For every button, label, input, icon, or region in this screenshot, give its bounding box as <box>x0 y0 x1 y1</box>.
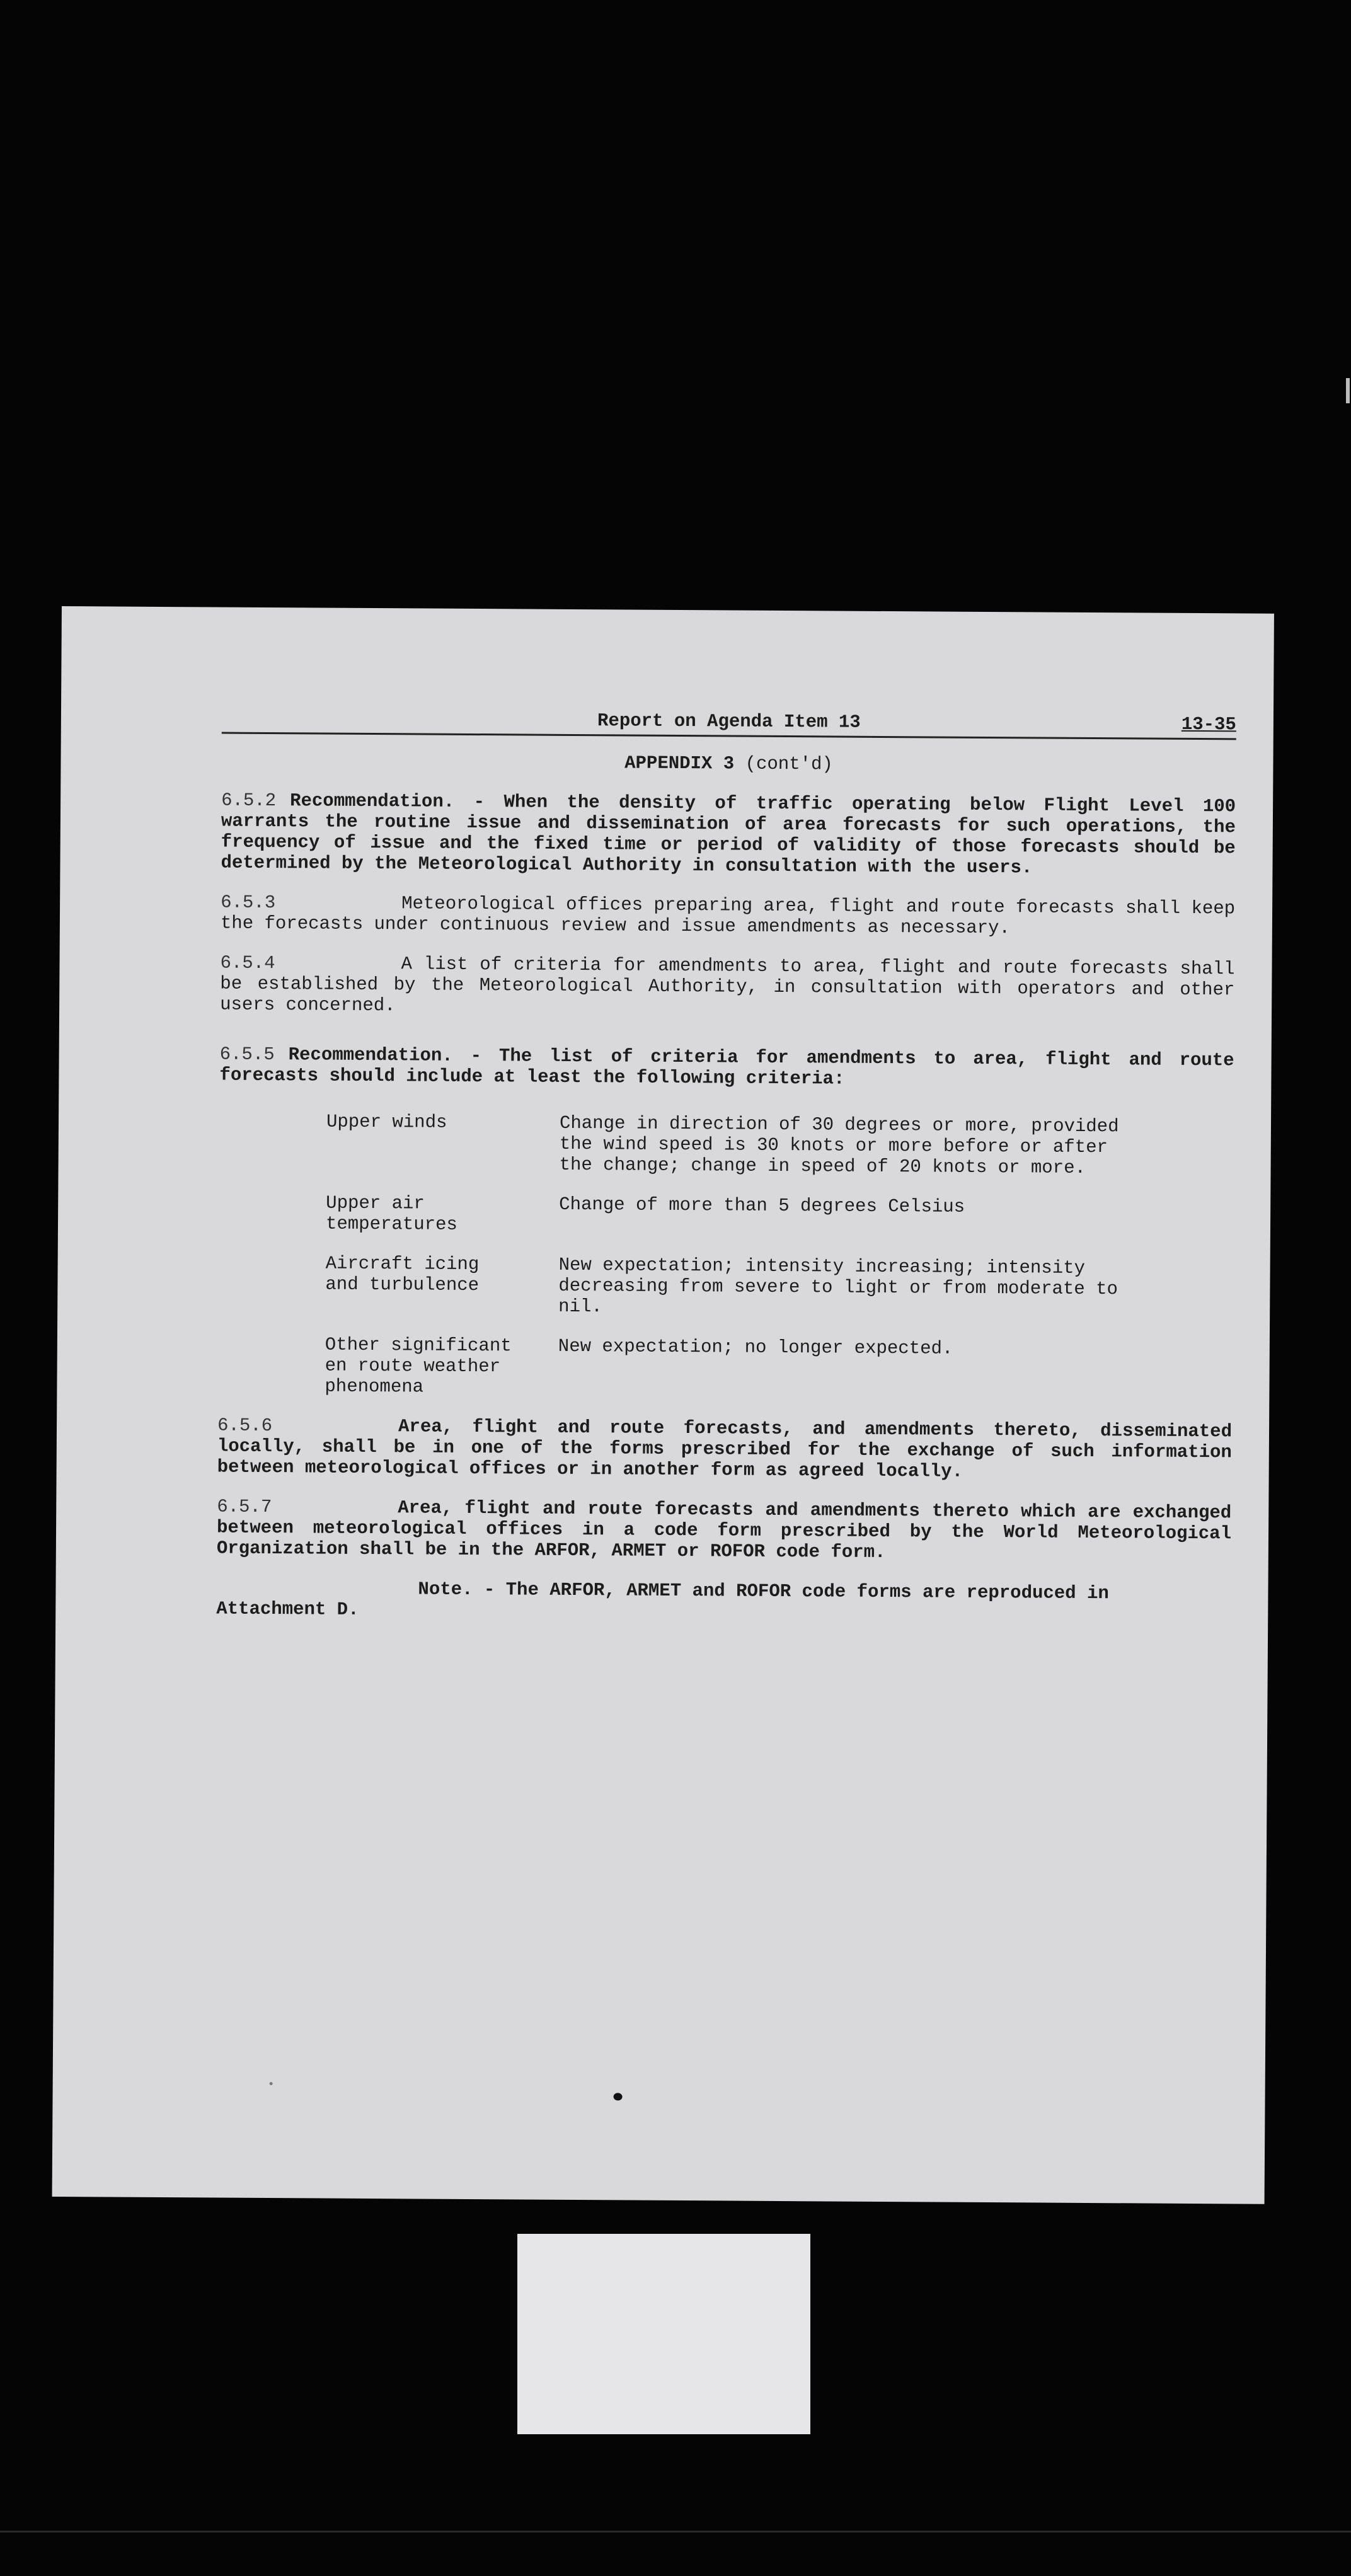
criteria-label: Aircraft icing and turbulence <box>325 1253 480 1296</box>
paragraph-6-5-7 <box>217 1497 1232 1565</box>
paragraph-number: 6.5.4 <box>220 952 275 974</box>
paragraph-number: 6.5.6 <box>217 1415 273 1437</box>
appendix-suffix: (cont'd) <box>745 753 833 775</box>
criteria-description: New expectation; intensity increasing; intensity decreasing from severe to light or from moderate to nil. <box>558 1254 1118 1318</box>
criteria-row <box>325 1335 1119 1402</box>
paragraph-number: 6.5.3 <box>221 892 276 914</box>
header-title: Report on Agenda Item 13 <box>597 710 861 733</box>
film-edge-line <box>0 2531 1351 2533</box>
note <box>216 1578 1231 1626</box>
paragraph-6-5-3 <box>221 892 1235 940</box>
criteria-list <box>325 1112 1120 1402</box>
calibration-card <box>517 2234 810 2434</box>
scan-speck <box>614 2093 623 2100</box>
running-header <box>222 708 1236 740</box>
criteria-description: New expectation; no longer expected. <box>558 1335 953 1359</box>
paragraph-text: Meteorological offices preparing area, flight and route forecasts shall keep the forecasts under continuous review and issue amendments as necessary. <box>220 893 1236 939</box>
criteria-label: Upper winds <box>326 1111 447 1133</box>
paragraph-number: 6.5.5 <box>219 1044 275 1066</box>
header-page-number: 13-35 <box>1181 713 1236 735</box>
paragraph-6-5-2 <box>221 790 1236 880</box>
appendix-label: APPENDIX 3 <box>624 752 735 774</box>
note-text: Note. - The ARFOR, ARMET and ROFOR code forms are reproduced in <box>418 1578 1109 1604</box>
criteria-label: Other significant en route weather phenomena <box>325 1334 512 1398</box>
page-content <box>216 708 1236 1645</box>
paragraph-6-5-5 <box>219 1044 1234 1092</box>
paragraph-number: 6.5.2 <box>221 790 277 812</box>
appendix-title <box>221 750 1236 778</box>
paragraph-number: 6.5.7 <box>217 1496 272 1518</box>
paragraph-text: The list of criteria for amendments to area, flight and route forecasts should include at least the following criteria: <box>219 1045 1234 1090</box>
criteria-row <box>325 1253 1120 1321</box>
criteria-description: Change of more than 5 degrees Celsius <box>559 1193 965 1217</box>
paragraph-6-5-4 <box>220 953 1235 1021</box>
criteria-description: Change in direction of 30 degrees or more, provided the wind speed is 30 knots or more before or after the change; change in speed of 20 knots or more. <box>559 1112 1119 1178</box>
paragraph-text: Area, flight and route forecasts, and amendments thereto, disseminated locally, shall be in one of the forms prescribed for the exchange of such information between meteorological offices or in another form as agreed locally. <box>217 1416 1233 1482</box>
criteria-row <box>326 1193 1120 1239</box>
paragraph-lead: Recommendation. - <box>288 1044 482 1067</box>
film-edge-mark <box>1346 378 1350 403</box>
paragraph-text: When the density of traffic operating below Flight Level 100 warrants the routine issue and dissemination of area forecasts for such operations, the frequency of issue and the fixed time or period of validity of those forecasts should be determined by the Meteorological Authority in consultation with the users. <box>221 791 1236 878</box>
criteria-label: Upper air temperatures <box>325 1192 457 1235</box>
paragraph-lead: Recommendation. - <box>290 790 485 813</box>
scan-speck <box>270 2082 273 2085</box>
criteria-row <box>326 1112 1121 1179</box>
note-continuation: Attachment D. <box>216 1598 359 1620</box>
scanned-page <box>52 606 1274 2204</box>
paragraph-6-5-6 <box>217 1415 1233 1484</box>
paragraph-text: A list of criteria for amendments to area, flight and route forecasts shall be established by the Meteorological Authority, in consultation with operators and other users concerned. <box>220 953 1235 1016</box>
paragraph-text: Area, flight and route forecasts and amendments thereto which are exchanged between meteorological offices in a code form prescribed by the World Meteorological Organization shall be in the ARFOR, ARMET or ROFOR code form. <box>216 1497 1232 1563</box>
